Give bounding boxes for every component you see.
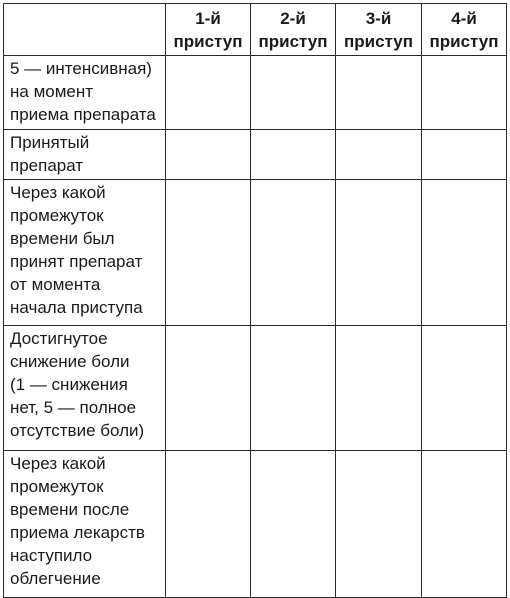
entry-cell [336, 451, 422, 598]
table-row [4, 326, 507, 451]
entry-cell [422, 130, 507, 180]
entry-cell [166, 130, 251, 180]
header-attack-2: 2-й приступ [251, 4, 336, 56]
table-row [4, 130, 507, 180]
row-label-pain-reduction: Достигнутое снижение боли (1 — снижения нет, 5 — полное отсутствие боли) [4, 326, 166, 451]
entry-cell [166, 180, 251, 326]
row-label-time-to-intake: Через какой промежуток времени был принят препарат от момента начала приступа [4, 180, 166, 326]
header-row [4, 4, 507, 56]
entry-cell [422, 56, 507, 130]
entry-cell [166, 326, 251, 451]
attack-log-table [3, 3, 507, 598]
entry-cell [251, 326, 336, 451]
entry-cell [422, 451, 507, 598]
entry-cell [336, 326, 422, 451]
header-attack-4: 4-й приступ [422, 4, 507, 56]
table-row [4, 451, 507, 598]
entry-cell [336, 56, 422, 130]
header-corner-cell [4, 4, 166, 56]
row-label-drug-taken: Принятый препарат [4, 130, 166, 180]
table-row [4, 180, 507, 326]
entry-cell [166, 451, 251, 598]
entry-cell [422, 180, 507, 326]
row-label-time-to-relief: Через какой промежуток времени после приема лекарств наступило облегчение [4, 451, 166, 598]
entry-cell [336, 180, 422, 326]
row-label-pain-at-intake: 5 — интенсивная) на момент приема препарата [4, 56, 166, 130]
entry-cell [422, 326, 507, 451]
header-attack-1: 1-й приступ [166, 4, 251, 56]
entry-cell [336, 130, 422, 180]
header-attack-3: 3-й приступ [336, 4, 422, 56]
entry-cell [166, 56, 251, 130]
entry-cell [251, 56, 336, 130]
entry-cell [251, 451, 336, 598]
entry-cell [251, 180, 336, 326]
entry-cell [251, 130, 336, 180]
table-row [4, 56, 507, 130]
